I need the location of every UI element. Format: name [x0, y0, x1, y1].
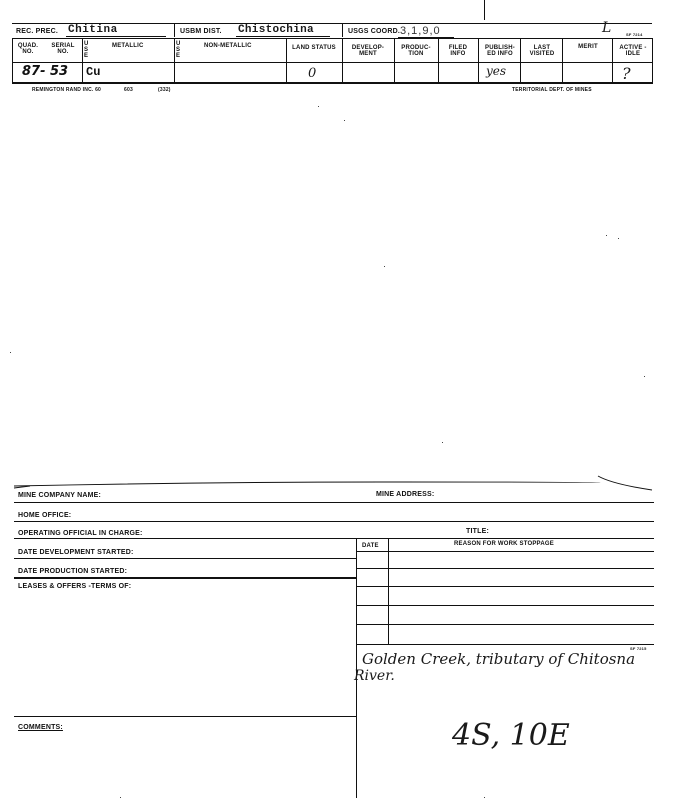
usgs-coord-label: USGS COORD.: [348, 28, 400, 35]
usgs-coord-value: 3,1,9,0: [400, 25, 441, 37]
footer-department: TERRITORIAL DEPT. OF MINES: [512, 87, 592, 93]
col-quad-no: QUAD. NO.: [17, 43, 39, 55]
mine-company-name-label: MINE COMPANY NAME:: [18, 492, 102, 499]
home-office-label: HOME OFFICE:: [18, 512, 72, 519]
col-published-info: PUBLISH-ED INFO: [485, 45, 515, 57]
title-label: TITLE:: [466, 528, 489, 535]
usbm-dist-value: Chistochina: [238, 24, 314, 36]
leases-offers-label: LEASES & OFFERS -TERMS OF:: [18, 583, 132, 590]
col-last-visited: LAST VISITED: [529, 45, 555, 57]
location-note-line-2: River.: [354, 668, 395, 684]
row-quad-serial: 87- 53: [22, 64, 69, 79]
row-published-info: yes: [486, 64, 507, 78]
col-metallic: METALLIC: [112, 43, 144, 49]
form-number-bottom: SF 7215: [630, 646, 647, 651]
footer-manufacturer: REMINGTON RAND INC. 60: [32, 87, 102, 93]
col-development: DEVELOP-MENT: [351, 45, 385, 57]
col-active-idle: ACTIVE -IDLE: [619, 45, 647, 57]
col-serial-no: SERIAL NO.: [51, 43, 75, 55]
reason-column-label: REASON FOR WORK STOPPAGE: [454, 541, 554, 547]
col-land-status: LAND STATUS: [292, 45, 336, 51]
mine-address-label: MINE ADDRESS:: [376, 491, 435, 498]
row-land-status: 0: [308, 66, 317, 81]
col-merit: MERIT: [578, 44, 598, 50]
col-use-left: U S E: [84, 41, 89, 59]
row-metallic: Cu: [86, 65, 101, 79]
footer-code: 603: [124, 87, 133, 93]
township-range-note: 4S, 10E: [452, 718, 570, 753]
date-production-started-label: DATE PRODUCTION STARTED:: [18, 568, 128, 575]
comments-label: COMMENTS:: [18, 724, 63, 731]
date-development-started-label: DATE DEVELOPMENT STARTED:: [18, 549, 134, 556]
footer-paren: (332): [158, 87, 171, 93]
col-production: PRODUC-TION: [401, 45, 431, 57]
card-top-edge: [0, 474, 678, 496]
col-non-metallic: NON-METALLIC: [204, 43, 252, 49]
date-column-label: DATE: [362, 543, 379, 549]
usbm-dist-label: USBM DIST.: [180, 28, 222, 35]
col-filed-info: FILED INFO: [448, 45, 468, 57]
rec-prec-value: Chitina: [68, 24, 118, 36]
rec-prec-label: REC. PREC.: [16, 28, 59, 35]
row-active-idle: ?: [622, 64, 631, 83]
form-number-top: SF 7214: [626, 32, 643, 37]
operating-official-label: OPERATING OFFICIAL IN CHARGE:: [18, 530, 143, 537]
location-note-line-1: Golden Creek, tributary of Chitosna: [362, 650, 636, 668]
col-use-right: U S E: [176, 41, 181, 59]
corner-mark: L: [602, 20, 612, 36]
